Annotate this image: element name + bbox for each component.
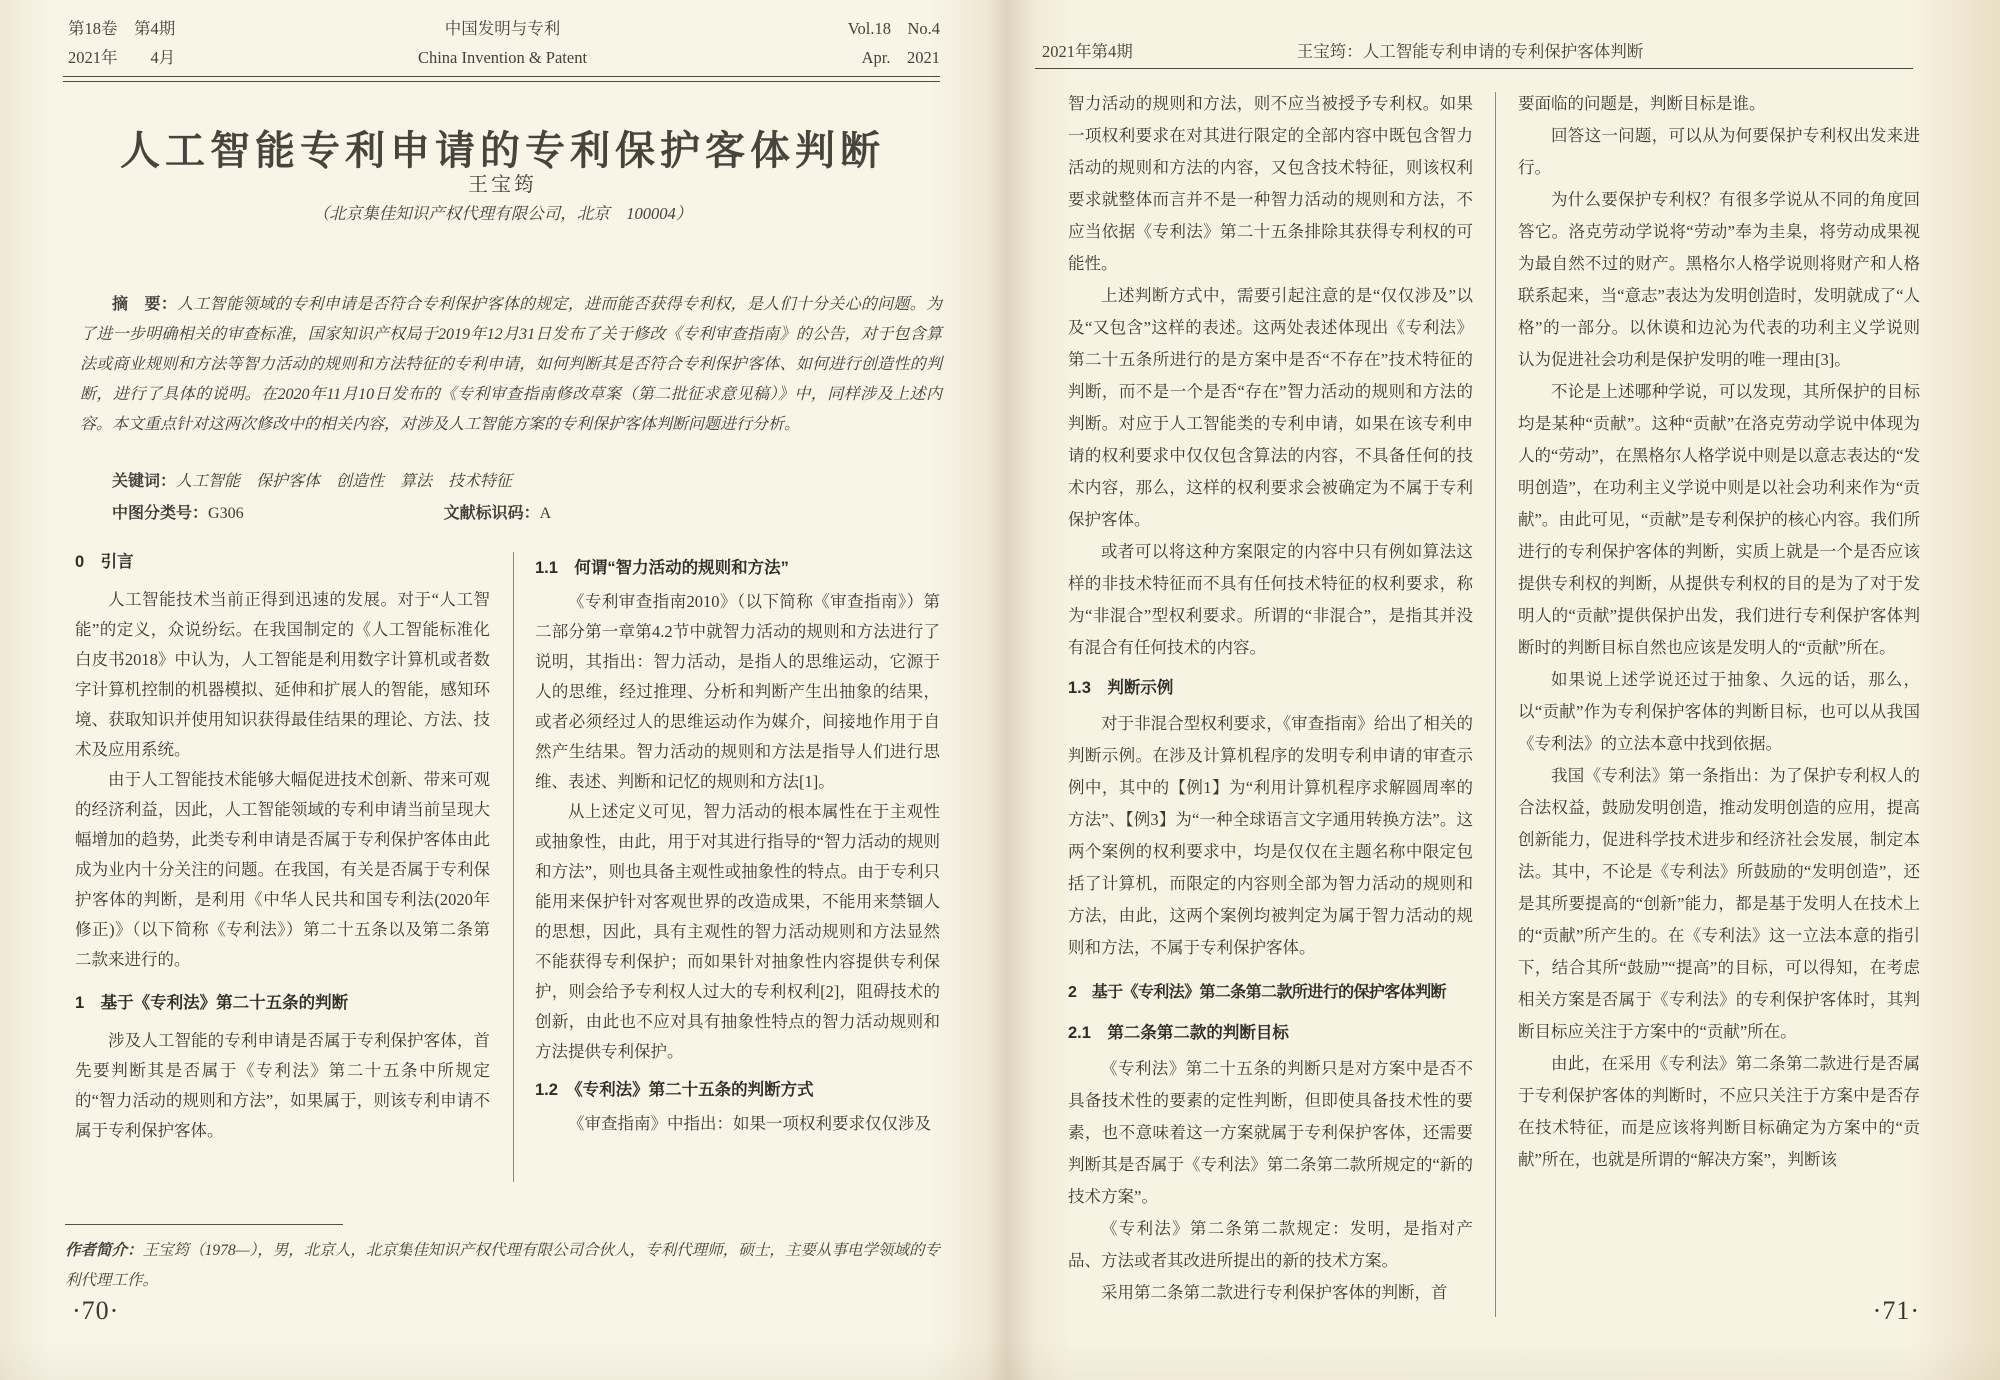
paragraph: 由于人工智能技术能够大幅促进技术创新、带来可观的经济利益，因此，人工智能领域的专利申请当前呈现大幅增加的趋势，此类专利申请是否属于专利保护客体由此成为业内十分关注的问题。在我国，有关是否属于专利保护客体的判断，是利用《中华人民共和国专利法(2020年修正)》（以下简称《专利法》）第二十五条以及第二条第二款来进行的。 xyxy=(75,770,490,969)
keywords-text: 人工智能 保护客体 创造性 算法 技术特征 xyxy=(176,473,513,490)
clc-value: G306 xyxy=(208,505,244,522)
left-page-column-2 xyxy=(535,545,940,1207)
doc-code-pair xyxy=(412,500,552,523)
keywords-label: 关键词： xyxy=(112,473,177,490)
issue-line-2: Apr. 2021 xyxy=(861,48,940,67)
right-header-issue: 2021年第4期 xyxy=(1042,42,1133,61)
paragraph: 或者可以将这种方案限定的内容中只有例如算法这样的非技术特征而不具有任何技术特征的权利要求，称为“非混合”型权利要求。所谓的“非混合”，是指其并没有混合有任何技术的内容。 xyxy=(1068,542,1473,657)
journal-title-cn: 中国发明与专利 xyxy=(444,19,561,38)
subsection-heading-1-1: 1.1 何谓“智力活动的规则和方法” xyxy=(535,559,789,577)
left-page-column-1 xyxy=(75,545,490,1207)
paragraph: 从上述定义可见，智力活动的根本属性在于主观性或抽象性，由此，用于对其进行指导的“智力活动的规则和方法”，则也具备主观性或抽象性的特点。由于专利只能用来保护针对客观世界的改造成果，不能用来禁锢人的思想，因此，具有主观性的智力活动规则和方法显然不能获得专利保护；而如果针对抽象性内容提供专利保护，则会给予专利权人过大的专利权利[2]，阻碍技术的创新，由此也不应对具有抽象性特点的智力活动规则和方法提供专利保护。 xyxy=(535,802,940,1061)
issue-line-1: Vol.18 No.4 xyxy=(847,19,940,38)
section-heading-0: 0 引言 xyxy=(75,553,134,571)
right-page-column-2 xyxy=(1518,88,1920,1340)
paragraph: 为什么要保护专利权？有很多学说从不同的角度回答它。洛克劳动学说将“劳动”奉为圭臬，将劳动成果视为最自然不过的财产。黑格尔人格学说则将财产和人格联系起来，当“意志”表达为发明创造时，发明就成了“人格”的一部分。以休谟和边沁为代表的功利主义学说则认为促进社会功利是保护发明的唯一理由[3]。 xyxy=(1518,190,1920,369)
classification-line xyxy=(80,500,942,523)
paragraph-continued: 智力活动的规则和方法，则不应当被授予专利权。如果一项权利要求在对其进行限定的全部内容中既包含智力活动的规则和方法的内容，又包含技术特征，则该权利要求就整体而言并不是一种智力活动的规则和方法，不应当依据《专利法》第二十五条排除其获得专利权的可能性。 xyxy=(1068,94,1473,273)
header-rule-right-page xyxy=(1035,68,1913,69)
clc-label: 中图分类号： xyxy=(112,505,209,522)
paragraph: 采用第二条第二款进行专利保护客体的判断，首 xyxy=(1101,1283,1448,1302)
right-page-column-1 xyxy=(1068,88,1473,1340)
article-author: 王宝筠 xyxy=(468,174,537,196)
subsection-heading-1-3: 1.3 判断示例 xyxy=(1068,679,1174,697)
page-number-71: ·71· xyxy=(1872,1296,1920,1325)
doc-code-value: A xyxy=(539,505,552,522)
abstract-label: 摘 要： xyxy=(112,296,178,313)
column-divider xyxy=(1495,92,1496,1317)
paragraph: 《审查指南》中指出：如果一项权利要求仅仅涉及 xyxy=(568,1114,931,1133)
journal-title-en: China Invention & Patent xyxy=(417,48,588,67)
left-header-issue xyxy=(640,14,940,72)
paragraph: 上述判断方式中，需要引起注意的是“仅仅涉及”以及“又包含”这样的表述。这两处表述体现出《专利法》第二十五条所进行的是方案中是否“不存在”技术特征的判断，而不是一个是否“存在”智力活动的规则和方法的判断。对应于人工智能类的专利申请，如果在该专利申请的权利要求中仅仅包含算法的内容，不具备任何的技术内容，那么，这样的权利要求会被确定为不属于专利保护客体。 xyxy=(1068,286,1473,529)
doc-code-label: 文献标识码： xyxy=(443,505,540,522)
section-heading-1: 1 基于《专利法》第二十五条的判断 xyxy=(75,994,349,1012)
right-header-running-title: 王宝筠：人工智能专利申请的专利保护客体判断 xyxy=(1296,42,1644,61)
author-bio-label: 作者简介： xyxy=(65,1242,143,1259)
paragraph: 人工智能技术当前正得到迅速的发展。对于“人工智能”的定义，众说纷纭。在我国制定的《人工智能标准化白皮书2018》中认为，人工智能是利用数字计算机或者数字计算机控制的机器模拟、延伸和扩展人的智能，感知环境、获取知识并使用知识获得最佳结果的理论、方法、技术及应用系统。 xyxy=(75,590,490,759)
paragraph: 《专利法》第二条第二款规定：发明，是指对产品、方法或者其改进所提出的新的技术方案。 xyxy=(1068,1219,1473,1270)
paragraph: 《专利审查指南2010》（以下简称《审查指南》）第二部分第一章第4.2节中就智力活动的规则和方法进行了说明，其指出：智力活动，是指人的思维运动，它源于人的思维，经过推理、分析和判断产生出抽象的结果，或者必须经过人的思维运动作为媒介，间接地作用于自然产生结果。智力活动的规则和方法是指导人们进行思维、表述、判断和记忆的规则和方法[1]。 xyxy=(535,592,940,791)
subsection-heading-1-2: 1.2 《专利法》第二十五条的判断方式 xyxy=(535,1081,814,1099)
volume-line-2: 2021年 4月 xyxy=(68,48,176,67)
column-divider xyxy=(513,552,514,1182)
paragraph: 涉及人工智能的专利申请是否属于专利保护客体，首先要判断其是否属于《专利法》第二十五条中所规定的“智力活动的规则和方法”，如果属于，则该专利申请不属于专利保护客体。 xyxy=(75,1031,490,1140)
footnote-rule xyxy=(65,1224,343,1225)
subsection-heading-2-1: 2.1 第二条第二款的判断目标 xyxy=(1068,1024,1289,1042)
paragraph: 如果说上述学说还过于抽象、久远的话，那么，以“贡献”作为专利保护客体的判断目标，也可以从我国《专利法》的立法本意中找到依据。 xyxy=(1518,670,1920,753)
paragraph: 我国《专利法》第一条指出：为了保护专利权人的合法权益，鼓励发明创造，推动发明创造的应用，提高创新能力，促进科学技术进步和经济社会发展，制定本法。其中，不论是《专利法》所鼓励的“发明创造”，还是其所要提高的“创新”能力，都是基于发明人在技术上的“贡献”所产生的。在《专利法》这一立法本意的指引下，结合其所“鼓励”“提高”的目标，可以得知，在考虑相关方案是否属于《专利法》的专利保护客体时，其判断目标应关注于方案中的“贡献”所在。 xyxy=(1518,766,1920,1041)
paragraph: 对于非混合型权利要求，《审查指南》给出了相关的判断示例。在涉及计算机程序的发明专利申请的审查示例中，其中的【例1】为“利用计算机程序求解圆周率的方法”、【例3】为“一种全球语言文字通用转换方法”。这两个案例的权利要求中，均是仅仅在主题名称中限定包括了计算机，而限定的内容则全部为智力活动的规则和方法，由此，这两个案例均被判定为属于智力活动的规则和方法，不属于专利保护客体。 xyxy=(1068,714,1473,957)
paragraph: 《专利法》第二十五条的判断只是对方案中是否不具备技术性的要素的定性判断，但即使具备技术性的要素，也不意味着这一方案就属于专利保护客体，还需要判断其是否属于《专利法》第二条第二款所规定的“新的技术方案”。 xyxy=(1068,1059,1473,1206)
page-number-70: ·70· xyxy=(72,1296,120,1325)
page-gutter-shadow xyxy=(985,0,1035,1380)
paragraph: 回答这一问题，可以从为何要保护专利权出发来进行。 xyxy=(1518,126,1920,177)
keywords-line xyxy=(80,468,942,491)
abstract-text: 人工智能领域的专利申请是否符合专利保护客体的规定，进而能否获得专利权，是人们十分关心的问题。为了进一步明确相关的审查标准，国家知识产权局于2019年12月31日发布了关于修改《专利审查指南》的公告，对于包含算法或商业规则和方法等智力活动的规则和方法特征的专利申请，如何判断其是否符合专利保护客体、如何进行创造性的判断，进行了具体的说明。在2020年11月10日发布的《专利审查指南修改草案（第二批征求意见稿）》中，同样涉及上述内容。本文重点针对这两次修改中的相关内容，对涉及人工智能方案的专利保护客体判断问题进行分析。 xyxy=(80,296,942,433)
header-rule-left-page xyxy=(63,76,940,82)
author-bio-text: 王宝筠（1978—），男，北京人，北京集佳知识产权代理有限公司合伙人，专利代理师，硕士，主要从事电学领域的专利代理工作。 xyxy=(65,1242,940,1289)
volume-line-1: 第18卷 第4期 xyxy=(68,19,176,38)
clc-pair xyxy=(112,505,244,522)
article-title: 人工智能专利申请的专利保护客体判断 xyxy=(120,127,885,173)
paragraph-continued: 要面临的问题是，判断目标是谁。 xyxy=(1518,94,1766,113)
author-bio-footnote xyxy=(65,1236,940,1296)
abstract xyxy=(80,290,942,440)
paragraph: 由此，在采用《专利法》第二条第二款进行是否属于专利保护客体的判断时，不应只关注于方案中是否存在技术特征，而是应该将判断目标确定为方案中的“贡献”所在，也就是所谓的“解决方案”，判断该 xyxy=(1518,1054,1920,1169)
section-heading-2: 2 基于《专利法》第二条第二款所进行的保护客体判断 xyxy=(1068,984,1446,1001)
paragraph: 不论是上述哪种学说，可以发现，其所保护的目标均是某种“贡献”。这种“贡献”在洛克劳动学说中体现为人的“劳动”，在黑格尔人格学说中则是以意志表达的“发明创造”，在功利主义学说中则是以社会功利来作为“贡献”。由此可见，“贡献”是专利保护的核心内容。我们所进行的专利保护客体的判断，实质上就是一个是否应该提供专利权的判断，从提供专利权的目的是为了对于发明人的“贡献”提供保护出发，我们进行专利保护客体判断时的判断目标自然也应该是发明人的“贡献”所在。 xyxy=(1518,382,1920,657)
article-affiliation: （北京集佳知识产权代理有限公司，北京 100004） xyxy=(312,204,693,223)
